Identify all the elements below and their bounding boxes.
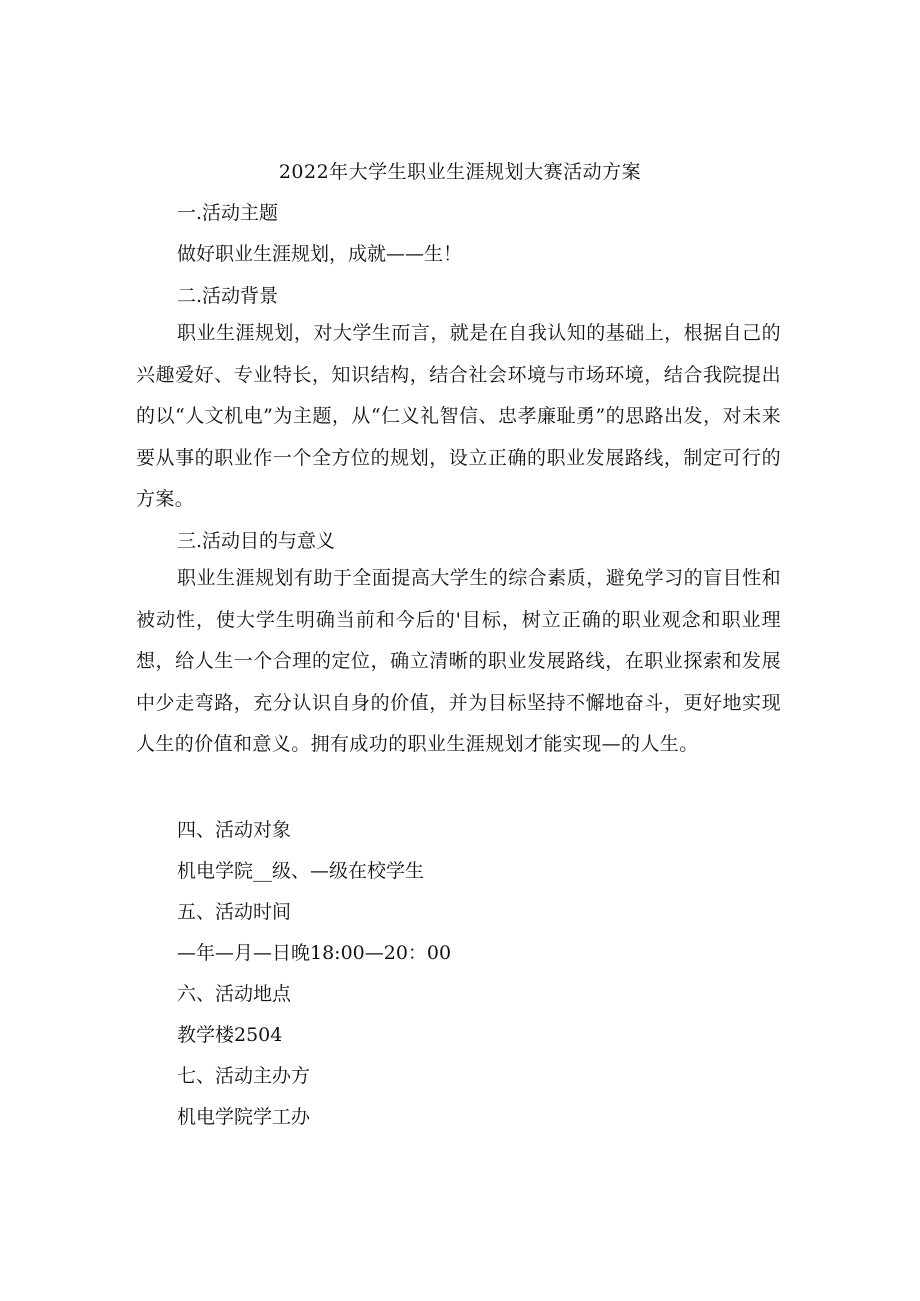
section-body-purpose: 职业生涯规划有助于全面提高大学生的综合素质，避免学习的盲目性和被动性，使大学生明确当前和今后的'目标，树立正确的职业观念和职业理想，给人生一个合理的定位，确立清晰的职业发展路线，在职业探索和发展中少走弯路，充分认识自身的价值，并为目标坚持不懈地奋斗，更好地实现人生的价值和意义。拥有成功的职业生涯规划才能实现—的人生。 bbox=[136, 567, 781, 755]
section-heading-organizer: 七、活动主办方 bbox=[177, 1065, 311, 1087]
section-body-location: 教学楼2504 bbox=[177, 1024, 283, 1046]
section-heading-time: 五、活动时间 bbox=[177, 901, 292, 923]
section-heading-theme: 一.活动主题 bbox=[177, 202, 279, 224]
section-heading-background: 二.活动背景 bbox=[177, 285, 279, 307]
section-body-time: —年—月—日晚18:00—20：00 bbox=[177, 942, 452, 964]
section-body-theme: 做好职业生涯规划，成就——生！ bbox=[177, 243, 463, 265]
section-heading-purpose: 三.活动目的与意义 bbox=[177, 530, 336, 552]
section-heading-audience: 四、活动对象 bbox=[177, 819, 292, 841]
document-title: 2022年大学生职业生涯规划大赛活动方案 bbox=[278, 161, 642, 183]
section-body-audience: 机电学院__级、—级在校学生 bbox=[177, 860, 425, 882]
section-body-organizer: 机电学院学工办 bbox=[177, 1106, 311, 1128]
section-heading-location: 六、活动地点 bbox=[177, 983, 292, 1005]
section-body-background: 职业生涯规划，对大学生而言，就是在自我认知的基础上，根据自己的兴趣爱好、专业特长，知识结构，结合社会环境与市场环境，结合我院提出的以“人文机电”为主题，从“仁义礼智信、忠孝廉耻勇”的思路出发，对未来要从事的职业作一个全方位的规划，设立正确的职业发展路线，制定可行的方案。 bbox=[136, 322, 781, 510]
